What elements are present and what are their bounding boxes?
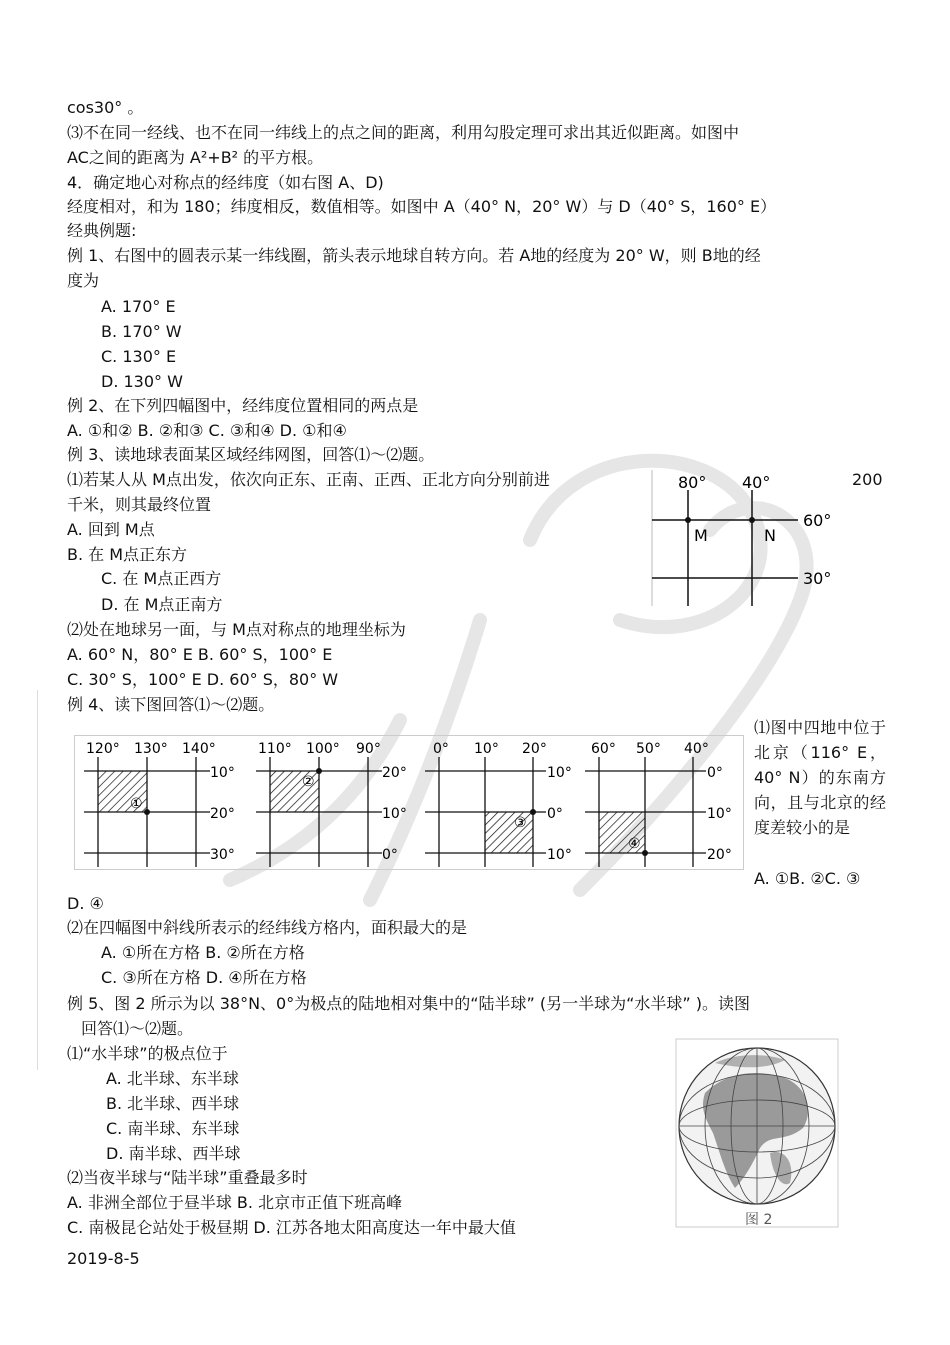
lon-label: 50° — [636, 741, 661, 757]
question-text: 例 1、右图中的圆表示某一纬线圈，箭头表示地球自转方向。若 A地的经度为 20° W，则 B地的经 — [67, 246, 761, 265]
question-text: ⑴图中四地中位于北京（116° E，40° N）的东南方向，且与北京的经度差较小的是 — [754, 718, 886, 837]
options-line: A. ①B. ②C. ③ — [754, 869, 861, 888]
text-line: ⑶不在同一经线、也不在同一纬线上的点之间的距离，利用勾股定理可求出其近似距离。如图中 — [67, 123, 740, 142]
lon-label: 100° — [306, 741, 340, 757]
question-text: ⑴若某人从 M点出发，依次向正东、正南、正西、正北方向分别前进 — [67, 470, 550, 489]
text-line: AC之间的距离为 A²+B² 的平方根。 — [67, 148, 324, 167]
option-a: A. 北半球、东半球 — [106, 1069, 239, 1088]
option-d: D. ④ — [67, 894, 104, 913]
option-c: C. 南半球、东半球 — [106, 1119, 240, 1138]
cell-marker: ② — [302, 774, 315, 790]
cell-marker: ③ — [514, 815, 527, 831]
text-line: 经典例题: — [67, 221, 137, 240]
page-date: 2019-8-5 — [67, 1249, 140, 1268]
question-text: 回答⑴～⑵题。 — [81, 1019, 194, 1038]
question-text: 200 — [852, 470, 883, 489]
question-text: 例 3、读地球表面某区域经纬网图，回答⑴～⑵题。 — [67, 445, 435, 464]
latlon-grid-figure — [650, 468, 845, 608]
question-text: ⑵当夜半球与“陆半球”重叠最多时 — [67, 1168, 308, 1187]
lat-label: 10° — [547, 765, 572, 781]
options-line: A. 非洲全部位于昼半球 B. 北京市正值下班高峰 — [67, 1193, 403, 1212]
option-d: D. 在 M点正南方 — [101, 595, 223, 614]
question-text: 度为 — [67, 271, 100, 290]
options-line: C. ③所在方格 D. ④所在方格 — [101, 968, 307, 987]
lon-label: 90° — [356, 741, 381, 757]
lon-label: 40° — [684, 741, 709, 757]
option-a: A. 170° E — [101, 297, 176, 316]
lon-label: 110° — [258, 741, 292, 757]
lon-label: 0° — [433, 741, 449, 757]
options-line: C. 南极昆仑站处于极昼期 D. 江苏各地太阳高度达一年中最大值 — [67, 1218, 516, 1237]
option-b: B. 在 M点正东方 — [67, 545, 188, 564]
option-b: B. 170° W — [101, 322, 182, 341]
option-a: A. 回到 M点 — [67, 520, 155, 539]
lat-label: 20° — [707, 847, 732, 863]
lat-label: 30° — [803, 569, 832, 588]
question-text: ⑵在四幅图中斜线所表示的经纬线方格内，面积最大的是 — [67, 918, 468, 937]
options-line: A. ①和② B. ②和③ C. ③和④ D. ①和④ — [67, 421, 347, 440]
lat-label: 10° — [382, 806, 407, 822]
options-line: A. ①所在方格 B. ②所在方格 — [101, 943, 305, 962]
point-label: M — [694, 526, 708, 545]
lat-label: 60° — [803, 511, 832, 530]
option-d: D. 130° W — [101, 372, 183, 391]
cell-marker: ④ — [628, 836, 641, 852]
options-line: C. 30° S，100° E D. 60° S，80° W — [67, 670, 339, 689]
question-text: 例 5、图 2 所示为以 38°N、0°为极点的陆地相对集中的“陆半球” (另一半球为“水半球” )。读图 — [67, 994, 751, 1013]
text-line: 经度相对，和为 180；纬度相反，数值相等。如图中 A（40° N，20° W）与 D（40° S，160° E） — [67, 197, 777, 216]
question-text: 例 2、在下列四幅图中，经纬度位置相同的两点是 — [67, 396, 419, 415]
grid-4 — [585, 741, 732, 867]
lat-label: 10° — [707, 806, 732, 822]
lat-label: 20° — [210, 806, 235, 822]
option-c: C. 在 M点正西方 — [101, 569, 222, 588]
point-label: N — [764, 526, 776, 545]
lat-label: 10° — [210, 765, 235, 781]
lat-label: 20° — [382, 765, 407, 781]
option-b: B. 北半球、西半球 — [106, 1094, 240, 1113]
grid-3 — [425, 741, 572, 867]
lon-label: 80° — [678, 473, 707, 492]
margin-line — [37, 690, 38, 1070]
option-c: C. 130° E — [101, 347, 177, 366]
globe-figure — [675, 1038, 840, 1230]
text-line: cos30° 。 — [67, 98, 144, 117]
four-grids-figure — [74, 735, 744, 870]
cell-marker: ① — [130, 796, 143, 812]
lon-label: 10° — [474, 741, 499, 757]
lon-label: 140° — [182, 741, 216, 757]
text-line: 4．确定地心对称点的经纬度（如右图 A、D) — [67, 173, 384, 192]
globe — [679, 1048, 835, 1204]
option-d: D. 南半球、西半球 — [106, 1144, 241, 1163]
lon-label: 130° — [134, 741, 168, 757]
question-text: 千米，则其最终位置 — [67, 495, 212, 514]
question-text: ⑵处在地球另一面，与 M点对称点的地理坐标为 — [67, 620, 406, 639]
lat-label: 30° — [210, 847, 235, 863]
lat-label: 10° — [547, 847, 572, 863]
options-line: A. 60° N，80° E B. 60° S，100° E — [67, 645, 333, 664]
lat-label: 0° — [547, 806, 563, 822]
lat-label: 0° — [382, 847, 398, 863]
question-text: 例 4、读下图回答⑴～⑵题。 — [67, 695, 275, 714]
lat-label: 0° — [707, 765, 723, 781]
lon-label: 60° — [591, 741, 616, 757]
lon-label: 20° — [522, 741, 547, 757]
figure-caption: 图 2 — [745, 1212, 773, 1228]
question-text: ⑴“水半球”的极点位于 — [67, 1044, 228, 1063]
grid-1 — [84, 741, 235, 867]
lon-label: 120° — [86, 741, 120, 757]
lon-label: 40° — [742, 473, 771, 492]
grid-2 — [256, 741, 407, 867]
